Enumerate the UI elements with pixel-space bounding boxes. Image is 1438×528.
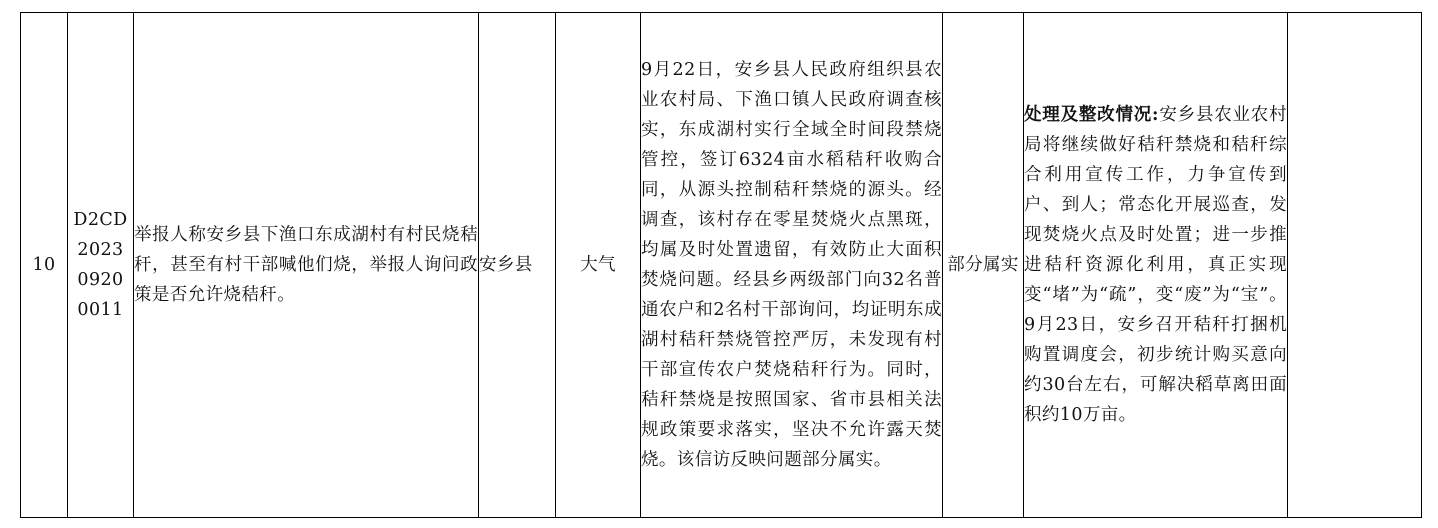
handling-label: 处理及整改情况: bbox=[1024, 105, 1159, 125]
verdict-cell bbox=[943, 13, 1024, 518]
pollution-type: 大气 bbox=[580, 255, 616, 275]
complaint-content: 举报人称安乡县下渔口东成湖村有村民烧秸秆，甚至有村干部喊他们烧，举报人询问政策是否允许烧秸秆。 bbox=[134, 225, 478, 305]
case-code-cell bbox=[68, 13, 134, 518]
administrative-area: 安乡县 bbox=[479, 255, 533, 275]
verdict: 部分属实 bbox=[947, 255, 1019, 275]
investigation-result-cell bbox=[641, 13, 943, 518]
table-row bbox=[21, 13, 1422, 518]
row-index: 10 bbox=[32, 255, 56, 275]
investigation-result: 9月22日，安乡县人民政府组织县农业农村局、下渔口镇人民政府调查核实，东成湖村实行全域全时间段禁烧管控，签订6324亩水稻秸秆收购合同，从源头控制秸秆禁烧的源头。经调查，该村存在零星焚烧火点黑斑，均属及时处置遗留，有效防止大面积焚烧问题。经县乡两级部门向32名普通农户和2名村干部询问，均证明东成湖村秸秆禁烧管控严厉，未发现有村干部宣传农户焚烧秸秆行为。同时，秸秆禁烧是按照国家、省市县相关法规政策要求落实，坚决不允许露天焚烧。该信访反映问题部分属实。 bbox=[641, 60, 942, 470]
complaint-content-cell bbox=[134, 13, 479, 518]
case-code-part: 0920 bbox=[77, 270, 124, 290]
accountability-cell bbox=[1288, 13, 1422, 518]
administrative-area-cell bbox=[479, 13, 556, 518]
case-code-part: 0011 bbox=[77, 300, 124, 320]
row-index-cell bbox=[21, 13, 68, 518]
case-code-part: 2023 bbox=[77, 240, 124, 260]
complaint-table bbox=[20, 12, 1422, 518]
handling-text: 安乡县农业农村局将继续做好秸秆禁烧和秸秆综合利用宣传工作，力争宣传到户、到人；常态化开展巡查，发现焚烧火点及时处置；进一步推进秸秆资源化利用，真正实现变“堵”为“疏”，变“废”为“宝”。9月23日，安乡召开秸秆打捆机购置调度会，初步统计购买意向约30台左右，可解决稻草离田面积约10万亩。 bbox=[1024, 105, 1287, 425]
pollution-type-cell bbox=[556, 13, 641, 518]
handling-cell bbox=[1024, 13, 1288, 518]
case-code-part: D2CD bbox=[73, 210, 128, 230]
